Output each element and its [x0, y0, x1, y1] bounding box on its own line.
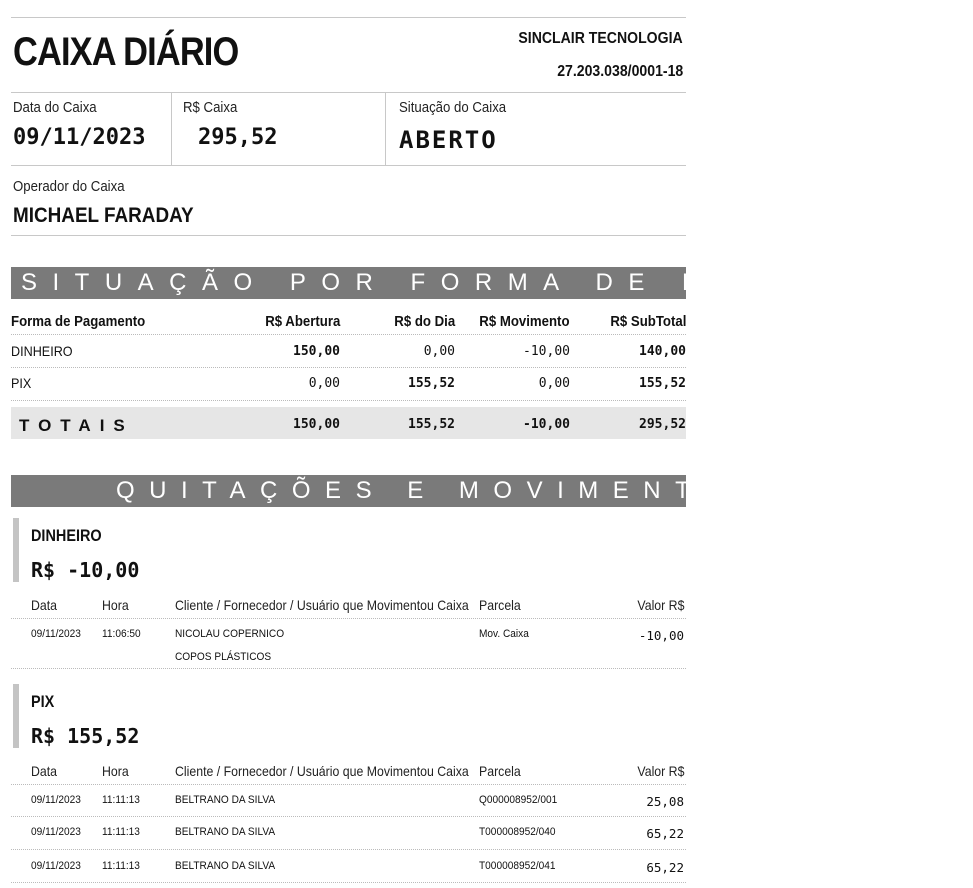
data-caixa-value: 09/11/2023 [13, 125, 146, 150]
divider [11, 400, 686, 401]
forma-cell: PIX [11, 375, 32, 391]
table-header [11, 597, 686, 615]
movimento-cell: -10,00 [523, 344, 570, 359]
mov-hora: 11:06:50 [102, 628, 141, 640]
dia-cell: 155,52 [408, 376, 455, 391]
movimento-cell: 0,00 [538, 376, 570, 391]
totals-label: TOTAIS [19, 416, 134, 435]
valor-caixa-label: R$ Caixa [183, 99, 238, 116]
mov-valor: 25,08 [646, 794, 684, 809]
mov-cliente: BELTRANO DA SILVA [175, 860, 276, 872]
operador-label: Operador do Caixa [13, 178, 125, 195]
data-caixa-label: Data do Caixa [13, 99, 97, 116]
mov-parcela: T000008952/041 [479, 860, 556, 872]
mov-parcela: Mov. Caixa [479, 628, 529, 640]
divider [11, 784, 686, 785]
mov-valor: 65,22 [646, 826, 684, 841]
divider [11, 882, 686, 883]
group-title: DINHEIRO [31, 526, 102, 545]
abertura-cell: 0,00 [308, 376, 340, 391]
divider [11, 92, 686, 93]
top-rule [11, 17, 686, 18]
divider [11, 367, 686, 368]
mov-parcela: T000008952/040 [479, 826, 556, 838]
group-accent-bar [13, 684, 19, 748]
subtotal-cell: 140,00 [639, 344, 686, 359]
divider [11, 618, 686, 619]
col-hora: Hora [102, 597, 129, 613]
list-item [11, 628, 686, 668]
group-total: R$ -10,00 [31, 558, 140, 582]
divider [11, 668, 686, 669]
group-accent-bar [13, 518, 19, 582]
divider [385, 92, 386, 165]
mov-descricao: COPOS PLÁSTICOS [175, 651, 272, 663]
mov-parcela: Q000008952/001 [479, 794, 558, 806]
total-abertura: 150,00 [293, 417, 340, 432]
table-row [11, 375, 686, 395]
mov-hora: 11:11:13 [102, 860, 140, 872]
total-subtotal: 295,52 [639, 417, 686, 432]
company-cnpj: 27.203.038/0001-18 [556, 63, 683, 80]
mov-valor: -10,00 [638, 628, 684, 643]
mov-cliente: NICOLAU COPERNICO [175, 628, 285, 640]
table-row [11, 343, 686, 363]
operador-value: MICHAEL FARADAY [13, 204, 194, 227]
mov-cliente: BELTRANO DA SILVA [175, 826, 276, 838]
mov-hora: 11:11:13 [102, 826, 140, 838]
company-name: SINCLAIR TECNOLOGIA [518, 30, 683, 47]
divider [171, 92, 172, 165]
group-title: PIX [31, 692, 55, 711]
situacao-caixa-label: Situação do Caixa [399, 99, 507, 116]
mov-hora: 11:11:13 [102, 794, 140, 806]
divider [11, 165, 686, 166]
col-cliente: Cliente / Fornecedor / Usuário que Movimentou Caixa [175, 763, 469, 779]
divider [11, 235, 686, 236]
mov-cliente: BELTRANO DA SILVA [175, 794, 276, 806]
valor-caixa-value: 295,52 [198, 125, 278, 150]
divider [11, 816, 686, 817]
col-abertura: R$ Abertura [264, 313, 340, 330]
col-data: Data [31, 763, 58, 779]
col-forma: Forma de Pagamento [11, 313, 146, 330]
total-movimento: -10,00 [523, 417, 570, 432]
mov-data: 09/11/2023 [31, 628, 81, 640]
col-hora: Hora [102, 763, 129, 779]
mov-data: 09/11/2023 [31, 860, 81, 872]
table-header [11, 313, 686, 333]
col-parcela: Parcela [479, 597, 521, 613]
col-valor: Valor R$ [636, 597, 684, 613]
col-movimento: R$ Movimento [479, 313, 570, 330]
col-parcela: Parcela [479, 763, 521, 779]
group-total: R$ 155,52 [31, 724, 140, 748]
section-title-movimentos: QUITAÇÕES E MOVIMENTOS [11, 475, 686, 507]
abertura-cell: 150,00 [293, 344, 340, 359]
list-item [11, 794, 686, 812]
list-item [11, 860, 686, 878]
totals-values [11, 417, 686, 437]
total-dia: 155,52 [408, 417, 455, 432]
col-data: Data [31, 597, 58, 613]
table-header [11, 763, 686, 781]
mov-data: 09/11/2023 [31, 826, 81, 838]
section-title-pagamento: SITUAÇÃO POR FORMA DE PAGAMENTO [11, 267, 686, 299]
situacao-caixa-value: ABERTO [399, 126, 498, 154]
dia-cell: 0,00 [423, 344, 455, 359]
forma-cell: DINHEIRO [11, 343, 73, 359]
col-cliente: Cliente / Fornecedor / Usuário que Movimentou Caixa [175, 597, 469, 613]
divider [11, 334, 686, 335]
subtotal-cell: 155,52 [639, 376, 686, 391]
col-subtotal: R$ SubTotal [609, 313, 686, 330]
col-valor: Valor R$ [636, 763, 684, 779]
page-title: CAIXA DIÁRIO [13, 30, 239, 74]
mov-data: 09/11/2023 [31, 794, 81, 806]
col-dia: R$ do Dia [394, 313, 455, 330]
mov-valor: 65,22 [646, 860, 684, 875]
list-item [11, 826, 686, 844]
divider [11, 849, 686, 850]
